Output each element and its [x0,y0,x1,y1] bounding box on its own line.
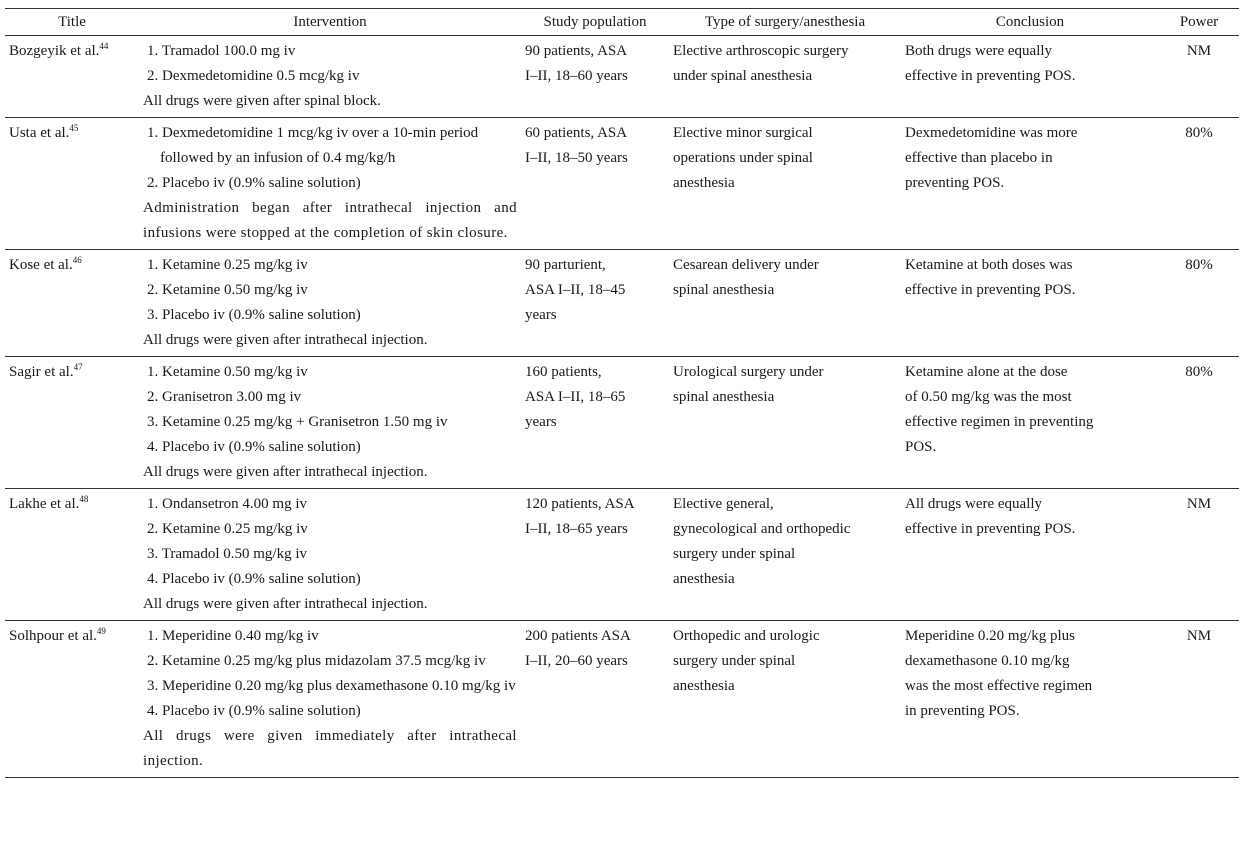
population-line: 160 patients, [525,364,602,380]
intervention-item: 3. Tramadol 0.50 mg/kg iv [147,546,308,562]
intervention-item: 4. Placebo iv (0.9% saline solution) [147,571,361,587]
intervention-item: 1. Ondansetron 4.00 mg iv [147,496,307,512]
header-population: Study population [543,14,647,30]
conclusion-cell [901,357,1159,489]
study-title-cell [5,118,139,250]
population-line: 120 patients, ASA [525,496,635,512]
conclusion-line: of 0.50 mg/kg was the most [905,389,1072,405]
surgery-line: Elective arthroscopic surgery [673,43,849,59]
conclusion-line: Dexmedetomidine was more [905,125,1078,141]
intervention-item: 1. Meperidine 0.40 mg/kg iv [147,628,319,644]
surgery-line: spinal anesthesia [673,389,775,405]
surgery-line: Cesarean delivery under [673,257,819,273]
intervention-item: 4. Placebo iv (0.9% saline solution) [147,703,361,719]
intervention-item: 1. Dexmedetomidine 1 mcg/kg iv over a 10-min period followed by an infusion of 0.4 mg/kg/h [147,125,479,166]
study-author: Usta et al. [9,125,70,141]
conclusion-cell [901,118,1159,250]
population-cell [521,357,669,489]
intervention-item: 3. Ketamine 0.25 mg/kg + Granisetron 1.50 mg iv [147,414,448,430]
intervention-item: 2. Ketamine 0.25 mg/kg plus midazolam 37.5 mcg/kg iv [147,653,486,669]
header-intervention: Intervention [293,14,367,30]
intervention-note: All drugs were given after spinal block. [143,93,381,109]
power-cell: 80% [1185,364,1213,380]
population-line: ASA I–II, 18–65 [525,389,626,405]
header-row [5,9,1239,36]
study-author: Lakhe et al. [9,496,80,512]
intervention-item: 1. Ketamine 0.50 mg/kg iv [147,364,308,380]
conclusion-line: dexamethasone 0.10 mg/kg [905,653,1070,669]
header-power: Power [1179,14,1219,30]
reference-number: 47 [73,362,83,372]
surgery-cell [669,36,901,118]
intervention-item: 2. Placebo iv (0.9% saline solution) [147,175,361,191]
study-author: Bozgeyik et al. [9,43,100,59]
surgery-cell [669,118,901,250]
population-line: I–II, 18–60 years [525,68,628,84]
reference-number: 48 [79,494,89,504]
population-line: years [525,414,557,430]
surgery-line: operations under spinal [673,150,813,166]
surgery-line: gynecological and orthopedic [673,521,851,537]
reference-number: 49 [96,626,106,636]
population-line: 200 patients ASA [525,628,631,644]
surgery-line: Elective minor surgical [673,125,813,141]
conclusion-line: preventing POS. [905,175,1005,191]
conclusion-line: effective in preventing POS. [905,282,1076,298]
studies-table [5,8,1239,778]
population-line: I–II, 18–65 years [525,521,628,537]
study-author: Solhpour et al. [9,628,97,644]
power-cell: 80% [1185,257,1213,273]
table-row [5,250,1239,357]
surgery-cell [669,357,901,489]
intervention-cell [139,489,521,621]
surgery-cell [669,621,901,778]
intervention-item: 2. Dexmedetomidine 0.5 mcg/kg iv [147,68,360,84]
population-line: 90 patients, ASA [525,43,628,59]
conclusion-cell [901,621,1159,778]
intervention-cell [139,36,521,118]
table-row [5,357,1239,489]
population-cell [521,36,669,118]
power-cell: NM [1186,496,1212,512]
surgery-line: surgery under spinal [673,546,796,562]
population-cell [521,621,669,778]
intervention-cell [139,621,521,778]
power-cell: 80% [1185,125,1213,141]
population-line: 60 patients, ASA [525,125,628,141]
conclusion-cell [901,36,1159,118]
surgery-line: anesthesia [673,571,735,587]
intervention-item: 4. Placebo iv (0.9% saline solution) [147,439,361,455]
study-title-cell [5,250,139,357]
table-row [5,118,1239,250]
conclusion-line: was the most effective regimen [905,678,1093,694]
study-author: Sagir et al. [9,364,74,380]
surgery-line: Elective general, [673,496,774,512]
conclusion-line: Meperidine 0.20 mg/kg plus [905,628,1075,644]
intervention-item: 2. Ketamine 0.25 mg/kg iv [147,521,308,537]
intervention-cell [139,250,521,357]
surgery-line: surgery under spinal [673,653,796,669]
intervention-item: 2. Ketamine 0.50 mg/kg iv [147,282,308,298]
intervention-note: All drugs were given after intrathecal injection. [143,596,428,612]
intervention-cell [139,357,521,489]
population-cell [521,250,669,357]
surgery-line: spinal anesthesia [673,282,775,298]
conclusion-cell [901,250,1159,357]
population-line: I–II, 20–60 years [525,653,628,669]
intervention-item: 3. Meperidine 0.20 mg/kg plus dexamethasone 0.10 mg/kg iv [147,678,516,694]
study-author: Kose et al. [9,257,73,273]
intervention-item: 2. Granisetron 3.00 mg iv [147,389,302,405]
conclusion-line: All drugs were equally [905,496,1043,512]
reference-number: 45 [69,123,79,133]
table-row [5,36,1239,118]
population-cell [521,118,669,250]
study-title-cell [5,36,139,118]
study-title-cell [5,621,139,778]
surgery-cell [669,250,901,357]
surgery-line: anesthesia [673,678,735,694]
power-cell: NM [1186,43,1212,59]
conclusion-line: effective regimen in preventing [905,414,1094,430]
population-cell [521,489,669,621]
conclusion-line: Both drugs were equally [905,43,1053,59]
reference-number: 46 [72,255,82,265]
conclusion-line: in preventing POS. [905,703,1020,719]
population-line: 90 parturient, [525,257,606,273]
intervention-note: Administration began after intrathecal injection and infusions were stopped at the completion of skin closure. [143,200,517,241]
table-row [5,489,1239,621]
study-title-cell [5,357,139,489]
population-line: I–II, 18–50 years [525,150,628,166]
intervention-note: All drugs were given after intrathecal injection. [143,332,428,348]
intervention-item: 1. Tramadol 100.0 mg iv [147,43,296,59]
surgery-line: anesthesia [673,175,735,191]
population-line: ASA I–II, 18–45 [525,282,626,298]
intervention-note: All drugs were given immediately after intrathecal injection. [143,728,517,769]
study-title-cell [5,489,139,621]
conclusion-line: POS. [905,439,937,455]
surgery-line: Orthopedic and urologic [673,628,820,644]
conclusion-line: effective in preventing POS. [905,521,1076,537]
intervention-item: 1. Ketamine 0.25 mg/kg iv [147,257,308,273]
surgery-line: under spinal anesthesia [673,68,813,84]
header-conclusion: Conclusion [995,14,1065,30]
header-title: Title [58,14,86,30]
conclusion-line: effective than placebo in [905,150,1053,166]
conclusion-line: Ketamine alone at the dose [905,364,1068,380]
conclusion-cell [901,489,1159,621]
table-row [5,621,1239,778]
intervention-note: All drugs were given after intrathecal injection. [143,464,428,480]
header-surgery: Type of surgery/anesthesia [704,14,866,30]
conclusion-line: effective in preventing POS. [905,68,1076,84]
power-cell: NM [1186,628,1212,644]
surgery-line: Urological surgery under [673,364,824,380]
surgery-cell [669,489,901,621]
intervention-item: 3. Placebo iv (0.9% saline solution) [147,307,361,323]
population-line: years [525,307,557,323]
intervention-cell [139,118,521,250]
conclusion-line: Ketamine at both doses was [905,257,1073,273]
reference-number: 44 [99,41,109,51]
